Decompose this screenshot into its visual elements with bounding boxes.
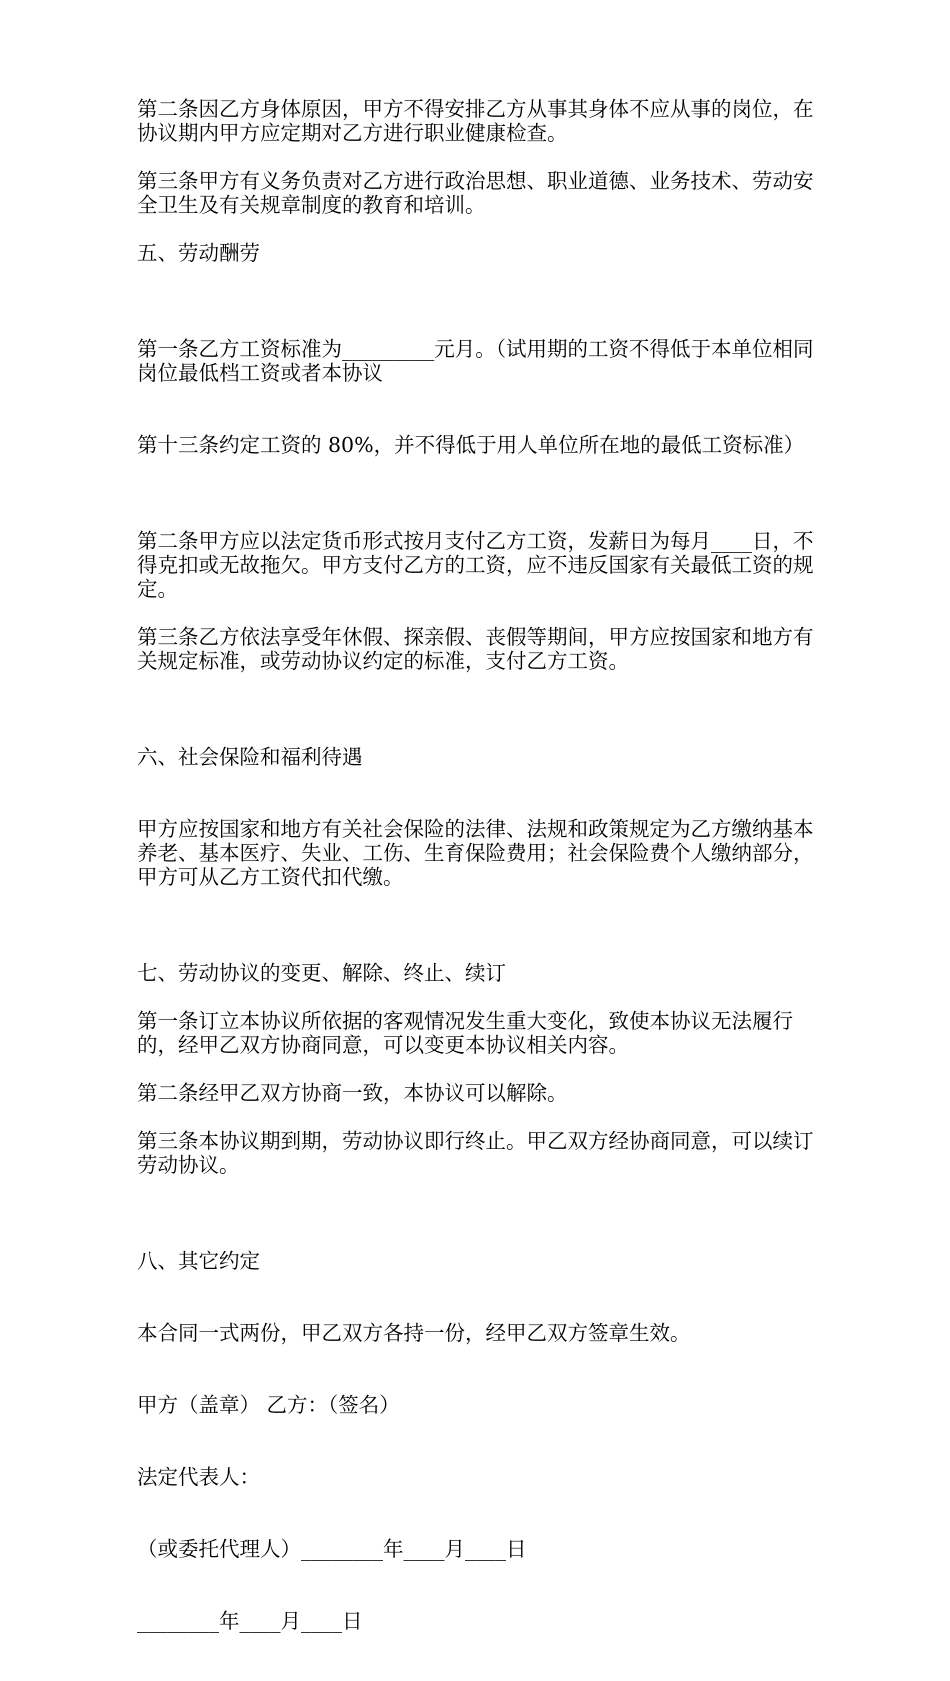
wage-payment-paragraph: 第二条甲方应以法定货币形式按月支付乙方工资，发薪日为每月____日，不得克扣或无故拖欠。甲方支付乙方的工资，应不违反国家有关最低工资的规定。: [137, 529, 814, 601]
signature-parties-line: 甲方（盖章） 乙方：（签名）: [137, 1393, 400, 1417]
section-5-heading: 五、劳动酬劳: [137, 241, 260, 265]
section-6-group: [137, 697, 817, 937]
section-8-heading: 八、其它约定: [137, 1249, 260, 1273]
section-8-group: [137, 1201, 817, 1681]
article-3-training-paragraph: 第三条甲方有义务负责对乙方进行政治思想、职业道德、业务技术、劳动安全卫生及有关规章制度的教育和培训。: [137, 169, 814, 217]
agent-date-line: （或委托代理人）________年____月____日: [137, 1537, 527, 1561]
social-insurance-paragraph: 甲方应按国家和地方有关社会保险的法律、法规和政策规定为乙方缴纳基本养老、基本医疗、失业、工伤、生育保险费用；社会保险费个人缴纳部分，甲方可从乙方工资代扣代缴。: [137, 817, 814, 889]
wage-standard-continuation: 第十三条约定工资的 80%，并不得低于用人单位所在地的最低工资标准）: [137, 433, 805, 457]
leave-pay-paragraph: 第三条乙方依法享受年休假、探亲假、丧假等期间，甲方应按国家和地方有关规定标准，或劳动协议约定的标准，支付乙方工资。: [137, 625, 814, 673]
copies-clause: 本合同一式两份，甲乙双方各持一份，经甲乙双方签章生效。: [137, 1321, 691, 1345]
wage-standard-paragraph: 第一条乙方工资标准为_________元月。（试用期的工资不得低于本单位相同岗位最低档工资或者本协议: [137, 337, 814, 385]
document-body: [137, 97, 817, 1681]
legal-representative-line: 法定代表人：: [137, 1465, 260, 1489]
article-2-health-paragraph: 第二条因乙方身体原因，甲方不得安排乙方从事其身体不应从事的岗位，在协议期内甲方应定期对乙方进行职业健康检查。: [137, 97, 814, 145]
wage-clause-group: [137, 289, 817, 505]
contract-renewal-paragraph: 第三条本协议期到期，劳动协议即行终止。甲乙双方经协商同意，可以续订劳动协议。: [137, 1129, 814, 1177]
section-7-heading: 七、劳动协议的变更、解除、终止、续订: [137, 961, 506, 985]
contract-termination-paragraph: 第二条经甲乙双方协商一致，本协议可以解除。: [137, 1081, 568, 1105]
section-6-heading: 六、社会保险和福利待遇: [137, 745, 363, 769]
party-b-date-line: ________年____月____日: [137, 1609, 363, 1633]
contract-change-paragraph: 第一条订立本协议所依据的客观情况发生重大变化，致使本协议无法履行的，经甲乙双方协商同意，可以变更本协议相关内容。: [137, 1009, 793, 1057]
